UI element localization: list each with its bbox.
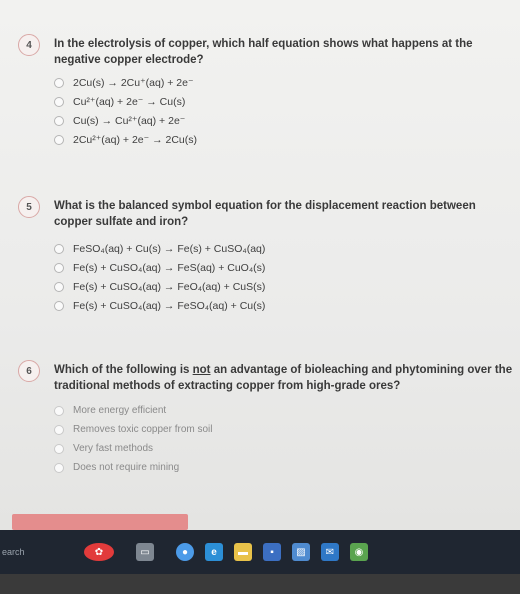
google-chrome-icon[interactable]: ◉ — [350, 543, 368, 561]
radio-button[interactable] — [54, 244, 64, 254]
submit-button[interactable] — [12, 514, 188, 530]
store-icon[interactable]: ▪ — [263, 543, 281, 561]
file-explorer-icon[interactable]: ▬ — [234, 543, 252, 561]
taskbar — [0, 530, 520, 574]
edge-icon[interactable]: e — [205, 543, 223, 561]
monitor-bezel — [0, 574, 520, 594]
option-label: Very fast methods — [73, 443, 154, 454]
radio-button[interactable] — [54, 116, 64, 126]
option-label: Fe(s) + CuSO₄(aq) → FeS(aq) + CuO₄(s) — [73, 262, 266, 274]
option-label: Cu²⁺(aq) + 2e⁻ → Cu(s) — [73, 96, 186, 108]
radio-button[interactable] — [54, 425, 64, 435]
answer-option[interactable] — [54, 95, 513, 109]
option-label: 2Cu(s) → 2Cu⁺(aq) + 2e⁻ — [73, 77, 194, 89]
question-text: In the electrolysis of copper, which half equation shows what happens at the negative copper electrode? — [54, 38, 473, 66]
mail-icon[interactable]: ✉ — [321, 543, 339, 561]
question-number-badge: 6 — [18, 360, 40, 382]
question-number-badge: 4 — [18, 34, 40, 56]
answer-option[interactable] — [54, 404, 513, 418]
radio-button[interactable] — [54, 444, 64, 454]
answer-option[interactable] — [54, 114, 513, 128]
radio-button[interactable] — [54, 135, 64, 145]
question-text: What is the balanced symbol equation for the displacement reaction between copper sulfate and iron? — [54, 200, 476, 228]
answer-option[interactable] — [54, 133, 513, 147]
task-view-icon[interactable]: ▭ — [136, 543, 154, 561]
option-label: More energy efficient — [73, 405, 167, 416]
taskbar-icons — [62, 543, 368, 561]
answer-option[interactable] — [54, 76, 513, 90]
radio-button[interactable] — [54, 463, 64, 473]
radio-button[interactable] — [54, 406, 64, 416]
question-number-badge: 5 — [18, 196, 40, 218]
option-label: Cu(s) → Cu²⁺(aq) + 2e⁻ — [73, 115, 186, 127]
answer-option[interactable] — [54, 423, 513, 437]
radio-button[interactable] — [54, 301, 64, 311]
option-label: Removes toxic copper from soil — [73, 424, 213, 435]
option-label: FeSO₄(aq) + Cu(s) → Fe(s) + CuSO₄(aq) — [73, 243, 266, 255]
question-6 — [18, 360, 513, 480]
answer-option[interactable] — [54, 261, 513, 275]
option-label: Fe(s) + CuSO₄(aq) → FeSO₄(aq) + Cu(s) — [73, 300, 266, 312]
answer-option[interactable] — [54, 299, 513, 313]
chrome-icon[interactable]: ● — [176, 543, 194, 561]
radio-button[interactable] — [54, 282, 64, 292]
radio-button[interactable] — [54, 97, 64, 107]
option-label: 2Cu²⁺(aq) + 2e⁻ → 2Cu(s) — [73, 134, 198, 146]
question-text — [54, 360, 513, 394]
option-label: Does not require mining — [73, 462, 180, 473]
question-text-start: Which of the following is — [54, 364, 193, 376]
radio-button[interactable] — [54, 78, 64, 88]
question-text-emphasis: not — [192, 364, 211, 376]
question-text-end: an advantage of bioleaching and phytomining over the traditional methods of extracting copper from high-grade ores? — [54, 364, 513, 392]
option-label: Fe(s) + CuSO₄(aq) → FeO₄(aq) + CuS(s) — [73, 281, 266, 293]
flower-app-icon[interactable]: ✿ — [84, 543, 114, 561]
photos-icon[interactable]: ▨ — [292, 543, 310, 561]
answer-option[interactable] — [54, 280, 513, 294]
question-5 — [18, 196, 513, 318]
question-4 — [18, 34, 513, 152]
answer-option[interactable] — [54, 442, 513, 456]
radio-button[interactable] — [54, 263, 64, 273]
answer-option[interactable] — [54, 242, 513, 256]
taskbar-search[interactable]: earch — [2, 547, 25, 557]
answer-option[interactable] — [54, 461, 513, 475]
